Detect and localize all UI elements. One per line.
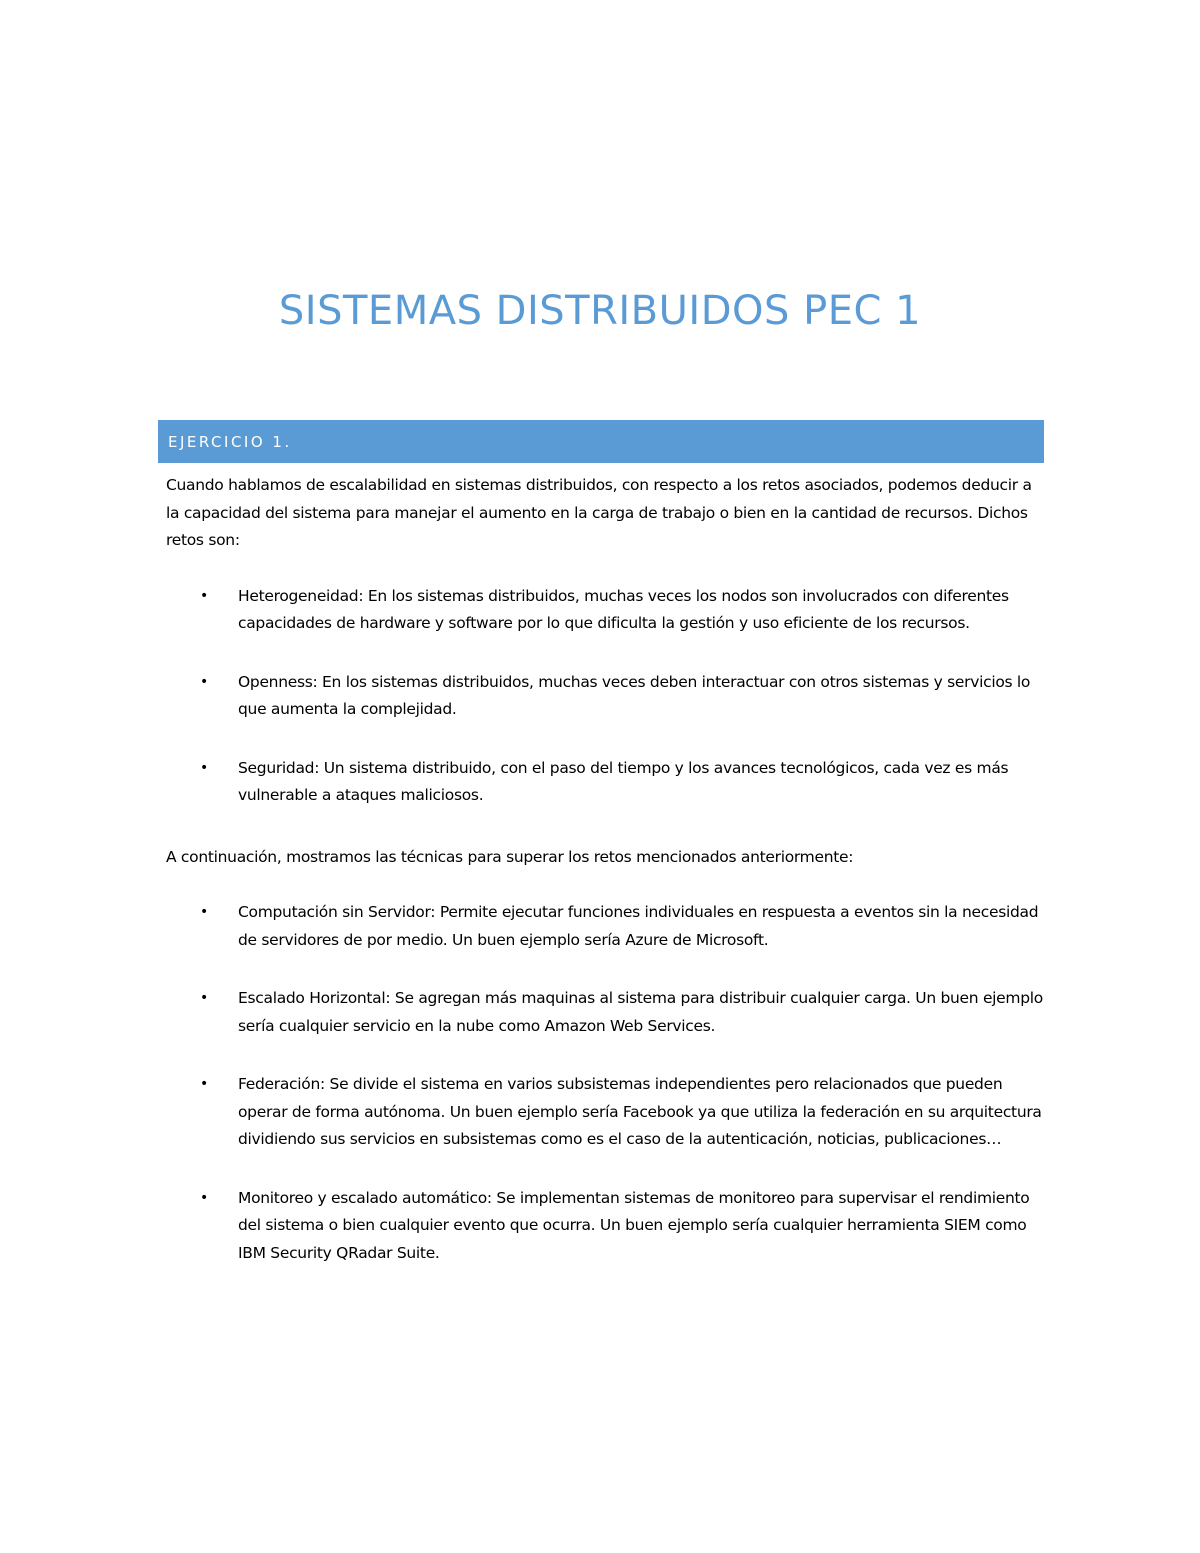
techniques-lead-paragraph: A continuación, mostramos las técnicas para superar los retos mencionados anteriormente:: [166, 847, 854, 866]
bullet-icon: •: [200, 673, 208, 690]
list-item-text: Computación sin Servidor: Permite ejecutar funciones individuales en respuesta a eventos sin la necesidad de servidores de por medio. Un buen ejemplo sería Azure de Microsoft.: [238, 903, 1039, 949]
list-item: [166, 985, 1046, 1040]
list-item: [166, 583, 1046, 638]
intro-paragraph: Cuando hablamos de escalabilidad en sistemas distribuidos, con respecto a los retos asociados, podemos deducir a la capacidad del sistema para manejar el aumento en la carga de trabajo o bien en la cantidad de recursos. Dichos retos son:: [166, 476, 1032, 549]
bullet-icon: •: [200, 759, 208, 776]
document-body: [166, 472, 1046, 1298]
bullet-icon: •: [200, 904, 208, 920]
section-heading: EJERCICIO 1.: [168, 432, 292, 451]
bullet-icon: •: [200, 1076, 208, 1092]
list-item: [166, 669, 1046, 724]
list-item: [166, 755, 1046, 810]
list-item-text: Federación: Se divide el sistema en varios subsistemas independientes pero relacionados que pueden operar de forma autónoma. Un buen ejemplo sería Facebook ya que utiliza la federación en su arquitectura dividiendo sus servicios en subsistemas como es el caso de la autenticación, noticias, publicaciones…: [238, 1075, 1042, 1148]
list-item-text: Seguridad: Un sistema distribuido, con el paso del tiempo y los avances tecnológicos, cada vez es más vulnerable a ataques maliciosos.: [238, 758, 1009, 804]
list-item: [166, 899, 1046, 954]
list-item-text: Escalado Horizontal: Se agregan más maquinas al sistema para distribuir cualquier carga. Un buen ejemplo sería cualquier servicio en la nube como Amazon Web Services.: [238, 989, 1043, 1035]
section-heading-bar: [158, 420, 1044, 463]
list-item-text: Heterogeneidad: En los sistemas distribuidos, muchas veces los nodos son involucrados con diferentes capacidades de hardware y software por lo que dificulta la gestión y uso eficiente de los recursos.: [238, 586, 1009, 632]
document-title: SISTEMAS DISTRIBUIDOS PEC 1: [278, 288, 922, 334]
list-item: [166, 1071, 1046, 1154]
list-item: [166, 1185, 1046, 1268]
list-item-text: Monitoreo y escalado automático: Se implementan sistemas de monitoreo para supervisar el rendimiento del sistema o bien cualquier evento que ocurra. Un buen ejemplo sería cualquier herramienta SIEM como IBM Security QRadar Suite.: [238, 1188, 1030, 1262]
bullet-icon: •: [200, 587, 208, 604]
bullet-icon: •: [200, 990, 208, 1006]
challenges-list: [166, 583, 1046, 810]
bullet-icon: •: [200, 1189, 208, 1206]
techniques-list: [166, 899, 1046, 1267]
list-item-text: Openness: En los sistemas distribuidos, muchas veces deben interactuar con otros sistemas y servicios lo que aumenta la complejidad.: [238, 672, 1031, 718]
